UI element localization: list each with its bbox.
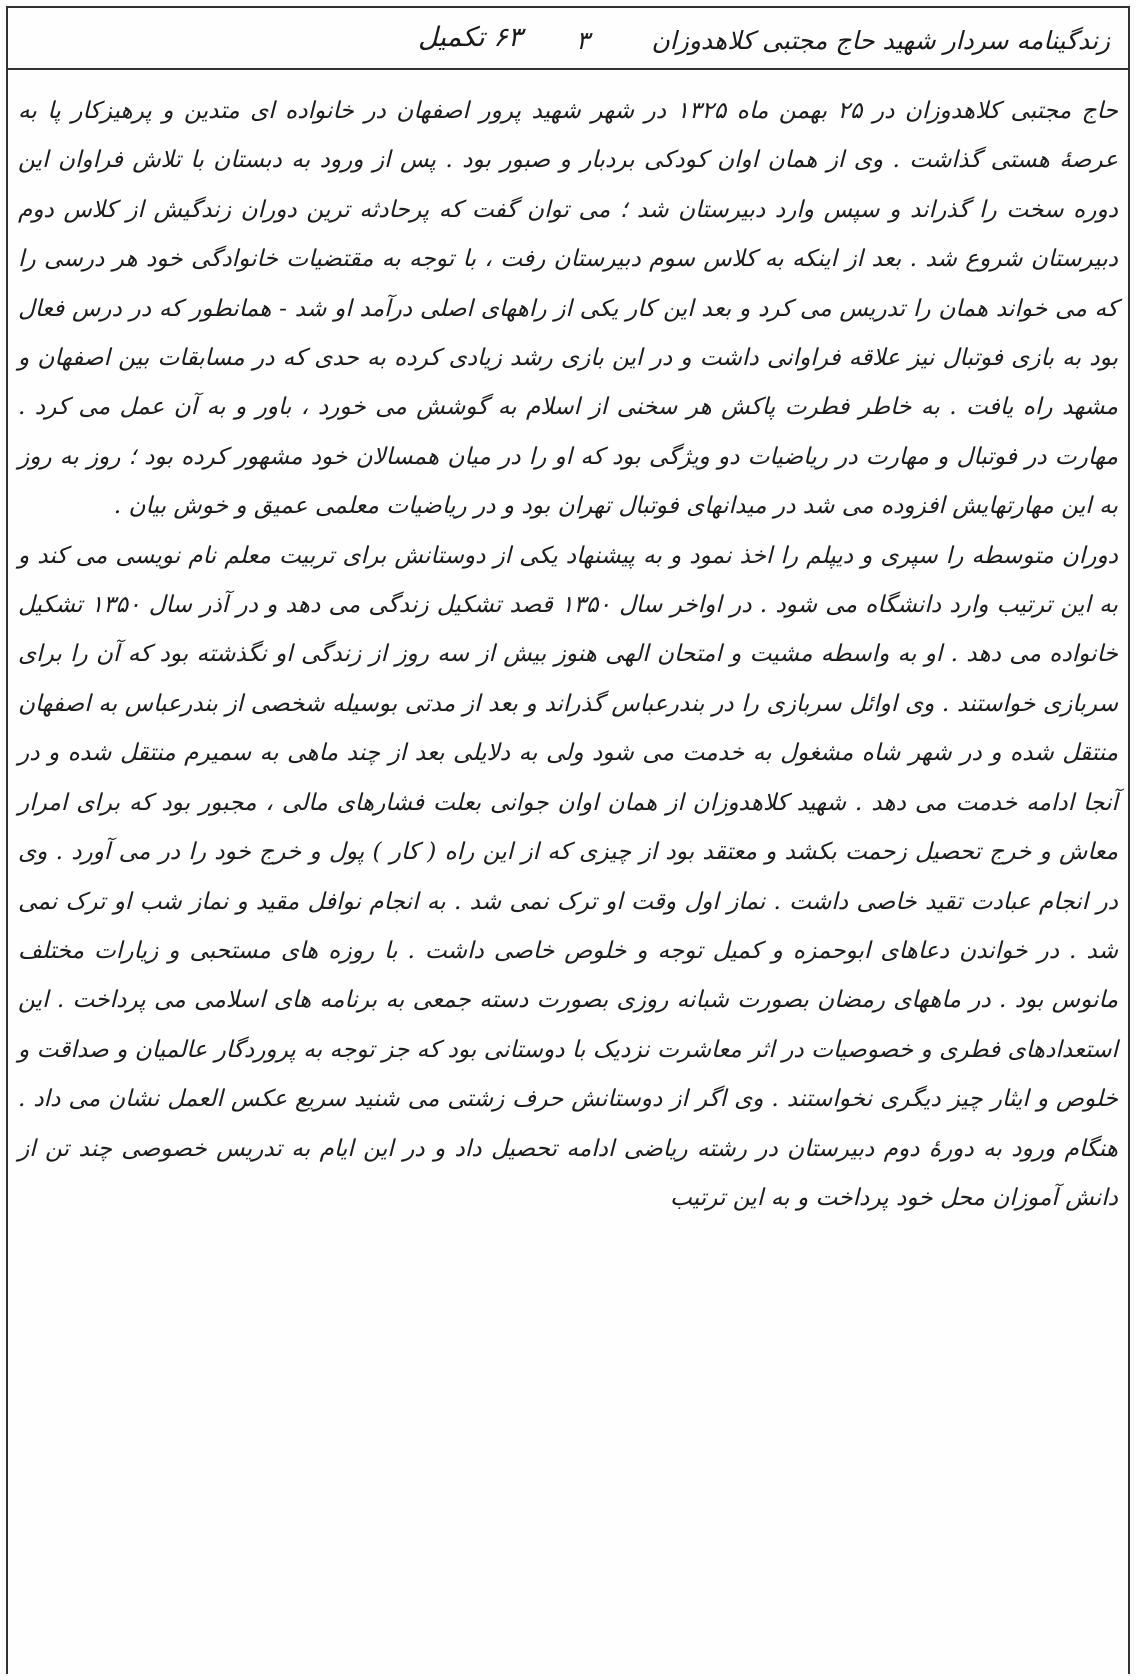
paragraph-1: حاج مجتبی کلاهدوزان در ۲۵ بهمن ماه ۱۳۲۵ در شهر شهید پرور اصفهان در خانواده ای متدین و پرهیزکار پا به عرصهٔ هستی گذاشت . وی از همان اوان کودکی بردبار و صبور بود . پس از ورود به دبستان با تلاش فراوان این دوره سخت را گذراند و سپس وارد دبیرستان شد ؛ می توان گفت که پرحادثه ترین دوران زندگیش از کلاس دوم دبیرستان شروع شد . بعد از اینکه به کلاس سوم دبیرستان رفت ، با توجه به مقتضیات خانوادگی خود هر درسی را که می خواند همان را تدریس می کرد و بعد این کار یکی از راههای اصلی درآمد او شد - همانطور که در درس فعال بود به بازی فوتبال نیز علاقه فراوانی داشت و در این بازی رشد زیادی کرده به حدی که در مسابقات بین اصفهان و مشهد راه یافت . به خاطر فطرت پاکش هر سخنی از اسلام به گوشش می خورد ، باور و به آن عمل می کرد . مهارت در فوتبال و مهارت در ریاضیات دو ویژگی بود که او را در میان همسالان خود مشهور کرده بود ؛ روز به روز به این مهارتهایش افزوده می شد در میدانهای فوتبال تهران بود و در ریاضیات معلمی عمیق و خوش بیان .	[18, 97, 1118, 520]
document-title: زندگینامه سردار شهید حاج مجتبی کلاهدوزان	[651, 26, 1110, 55]
page-header	[8, 8, 1128, 70]
paragraph-2: دوران متوسطه را سپری و دیپلم را اخذ نمود و به پیشنهاد یکی از دوستانش برای تربیت معلم نام نویسی می کند و به این ترتیب وارد دانشگاه می شود . در اواخر سال ۱۳۵۰ قصد تشکیل زندگی می دهد و در آذر سال ۱۳۵۰ تشکیل خانواده می دهد . او به واسطه مشیت و امتحان الهی هنوز بیش از سه روز از زندگی او نگذشته بود که آن را برای سربازی خواستند . وی اوائل سربازی را در بندرعباس گذراند و بعد از مدتی بوسیله شخصی از بندرعباس به اصفهان منتقل شده و در شهر شاه مشغول به خدمت می شود ولی به دلایلی بعد از چند ماهی به سمیرم منتقل شده و در آنجا ادامه خدمت می دهد . شهید کلاهدوزان از همان اوان جوانی بعلت فشارهای مالی ، مجبور بود که برای امرار معاش و خرج تحصیل زحمت بکشد و معتقد بود از چیزی که از این راه ( کار ) پول و خرج خود را در می آورد . وی در انجام عبادت تقید خاصی داشت . نماز اول وقت او ترک نمی شد . به انجام نوافل مقید و نماز شب او ترک نمی شد . در خواندن دعاهای ابوحمزه و کمیل توجه و خلوص خاصی داشت . با روزه های مستحبی و زیارات مختلف مانوس بود . در ماههای رمضان بصورت شبانه روزی بصورت دسته جمعی به برنامه های اسلامی می پرداخت . این استعدادهای فطری و خصوصیات در اثر معاشرت نزدیک با دوستانی بود که جز توجه به پروردگار عالمیان و صداقت و خلوص و ایثار چیز دیگری نخواستند . وی اگر از دوستانش حرف زشتی می شنید سریع عکس العمل نشان می داد . هنگام ورود به دورهٔ دوم دبیرستان در رشته ریاضی ادامه تحصیل داد و در این ایام به تدریس خصوصی چند تن از دانش آموزان محل خود پرداخت و به این ترتیب	[18, 541, 1118, 1211]
biography-text	[18, 86, 1118, 1222]
handwritten-note: ۶۳ تکمیل	[418, 22, 523, 53]
page-number: ۳	[576, 26, 590, 55]
